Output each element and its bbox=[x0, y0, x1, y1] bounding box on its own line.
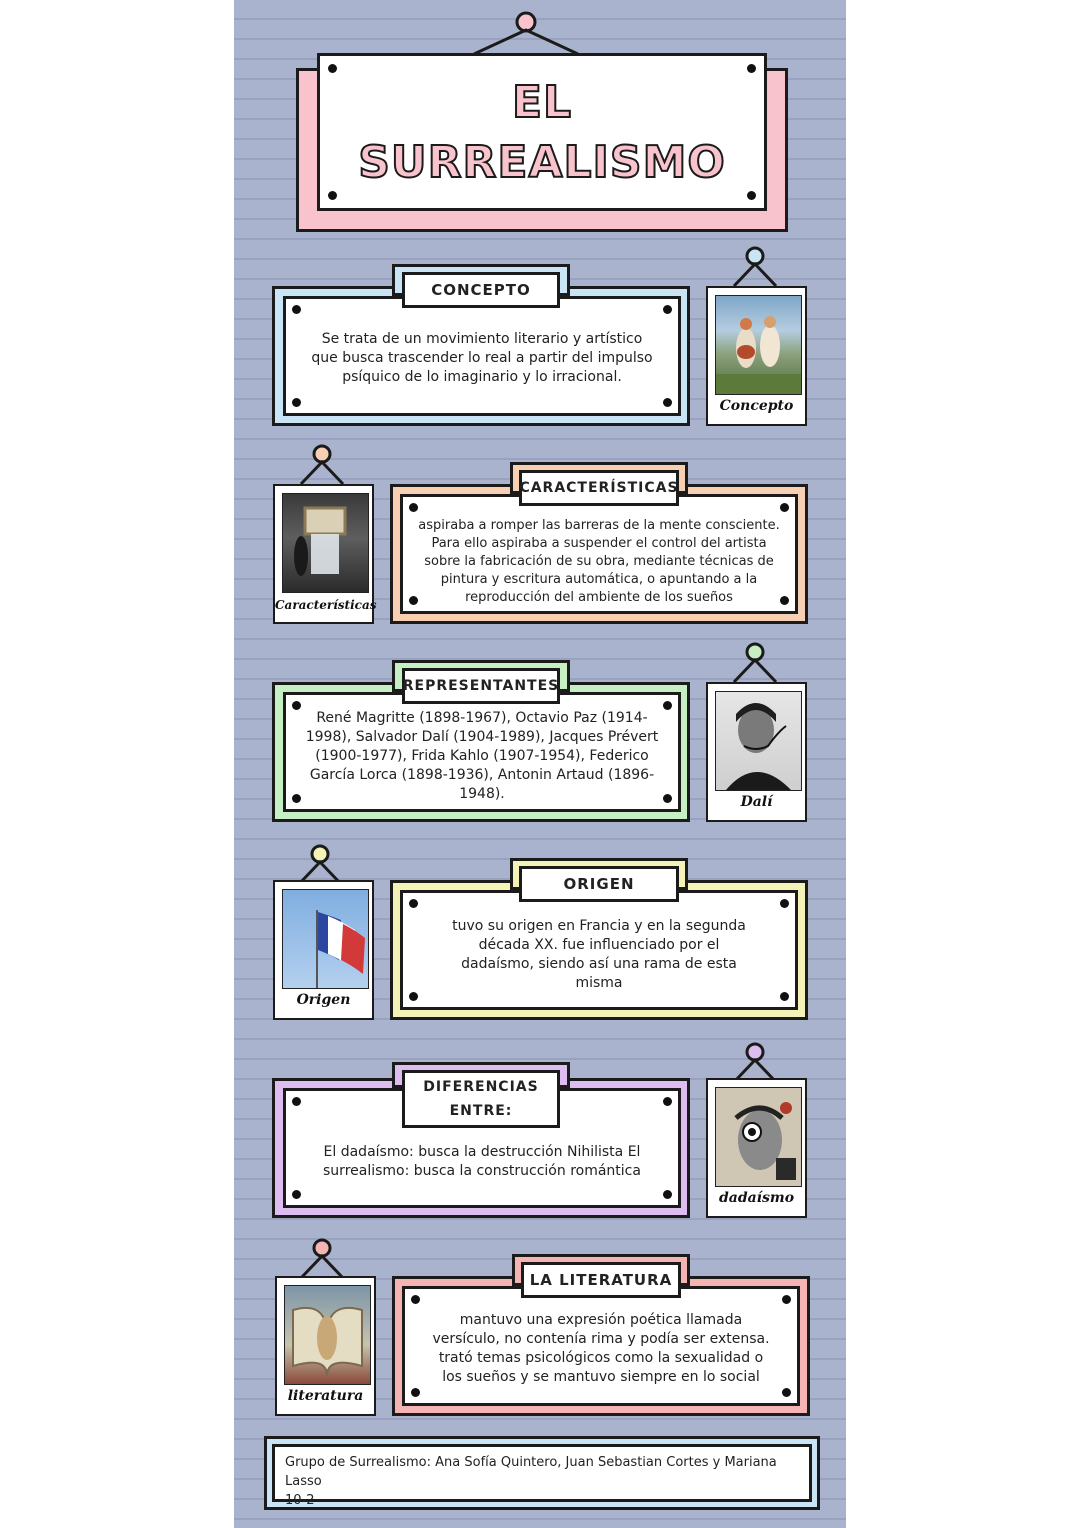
caracteristicas-heading: CARACTERÍSTICAS bbox=[519, 470, 679, 506]
literatura-polaroid bbox=[275, 1276, 376, 1416]
origen-card bbox=[400, 890, 798, 1010]
title-line-2: SURREALISMO bbox=[358, 137, 726, 188]
caracteristicas-caption: Características bbox=[275, 598, 377, 612]
figures-icon bbox=[716, 296, 801, 394]
diferencias-text: El dadaísmo: busca la destrucción Nihilista El surrealismo: busca la construcción romántica bbox=[323, 1144, 641, 1179]
caracteristicas-polaroid bbox=[273, 484, 377, 624]
representantes-text: René Magritte (1898-1967), Octavio Paz (1914-1998), Salvador Dalí (1904-1989), Jacques Prévert (1900-1977), Frida Kahlo (1907-1954), Federico García Lorca (1898-1936), Antonin Artaud (1896-1948). bbox=[305, 709, 659, 802]
hanger-icon bbox=[297, 442, 347, 486]
france-flag-photo bbox=[282, 889, 369, 989]
infographic-poster bbox=[234, 0, 846, 1528]
hanger-icon bbox=[470, 8, 590, 56]
origen-polaroid bbox=[273, 880, 374, 1020]
origen-heading: ORIGEN bbox=[519, 866, 679, 902]
diferencias-heading: DIFERENCIAS ENTRE: bbox=[402, 1070, 560, 1128]
dadaismo-collage bbox=[715, 1087, 802, 1187]
dadaismo-caption: dadaísmo bbox=[718, 1190, 795, 1206]
dali-caption: Dalí bbox=[740, 794, 773, 810]
concepto-caption: Concepto bbox=[719, 398, 794, 414]
hanger-icon bbox=[297, 1236, 347, 1280]
concepto-heading: CONCEPTO bbox=[402, 272, 560, 308]
literatura-painting bbox=[284, 1285, 371, 1385]
book-icon bbox=[285, 1286, 370, 1384]
caracteristicas-text: aspiraba a romper las barreras de la mente consciente. Para ello aspiraba a suspender el control del artista sobre la fabricación de su obra, mediante técnicas de pintura y escritura automática, o apuntando a la reproducción del ambiente de los sueños bbox=[418, 518, 780, 605]
literatura-heading: LA LITERATURA bbox=[521, 1262, 681, 1298]
footer-credits: Grupo de Surrealismo: Ana Sofía Quintero, Juan Sebastian Cortes y Mariana Lasso bbox=[285, 1455, 777, 1489]
dali-polaroid bbox=[706, 682, 807, 822]
collage-icon bbox=[716, 1088, 801, 1186]
title-line-1: EL bbox=[511, 77, 573, 128]
literatura-card bbox=[402, 1286, 800, 1406]
portrait-icon bbox=[716, 692, 801, 790]
frame-waterfall-icon bbox=[283, 494, 368, 592]
literatura-text: mantuvo una expresión poética llamada versículo, no contenía rima y podía ser extensa. trató temas psicológicos como la sexualidad o los sueños y se mantuvo siempre en lo social bbox=[432, 1312, 770, 1385]
concepto-card bbox=[283, 296, 681, 416]
hanger-icon bbox=[730, 640, 780, 684]
caracteristicas-painting bbox=[282, 493, 369, 593]
origen-text: tuvo su origen en Francia y en la segunda década XX. fue influenciado por el dadaísmo, siendo así una rama de esta misma bbox=[452, 918, 746, 991]
hanger-icon bbox=[730, 244, 780, 288]
title-card bbox=[317, 53, 767, 211]
caracteristicas-card bbox=[400, 494, 798, 614]
footer-grade: 10-2 bbox=[285, 1493, 315, 1508]
origen-caption: Origen bbox=[296, 992, 351, 1008]
representantes-card bbox=[283, 692, 681, 812]
dali-portrait bbox=[715, 691, 802, 791]
concepto-painting bbox=[715, 295, 802, 395]
literatura-caption: literatura bbox=[287, 1388, 364, 1404]
france-flag-icon bbox=[283, 890, 368, 988]
concepto-polaroid bbox=[706, 286, 807, 426]
dadaismo-polaroid bbox=[706, 1078, 807, 1218]
footer-card bbox=[272, 1444, 812, 1508]
concepto-text: Se trata de un movimiento literario y artístico que busca trascender lo real a partir del impulso psíquico de lo imaginario y lo irracional. bbox=[311, 330, 653, 385]
representantes-heading: REPRESENTANTES bbox=[402, 668, 560, 704]
